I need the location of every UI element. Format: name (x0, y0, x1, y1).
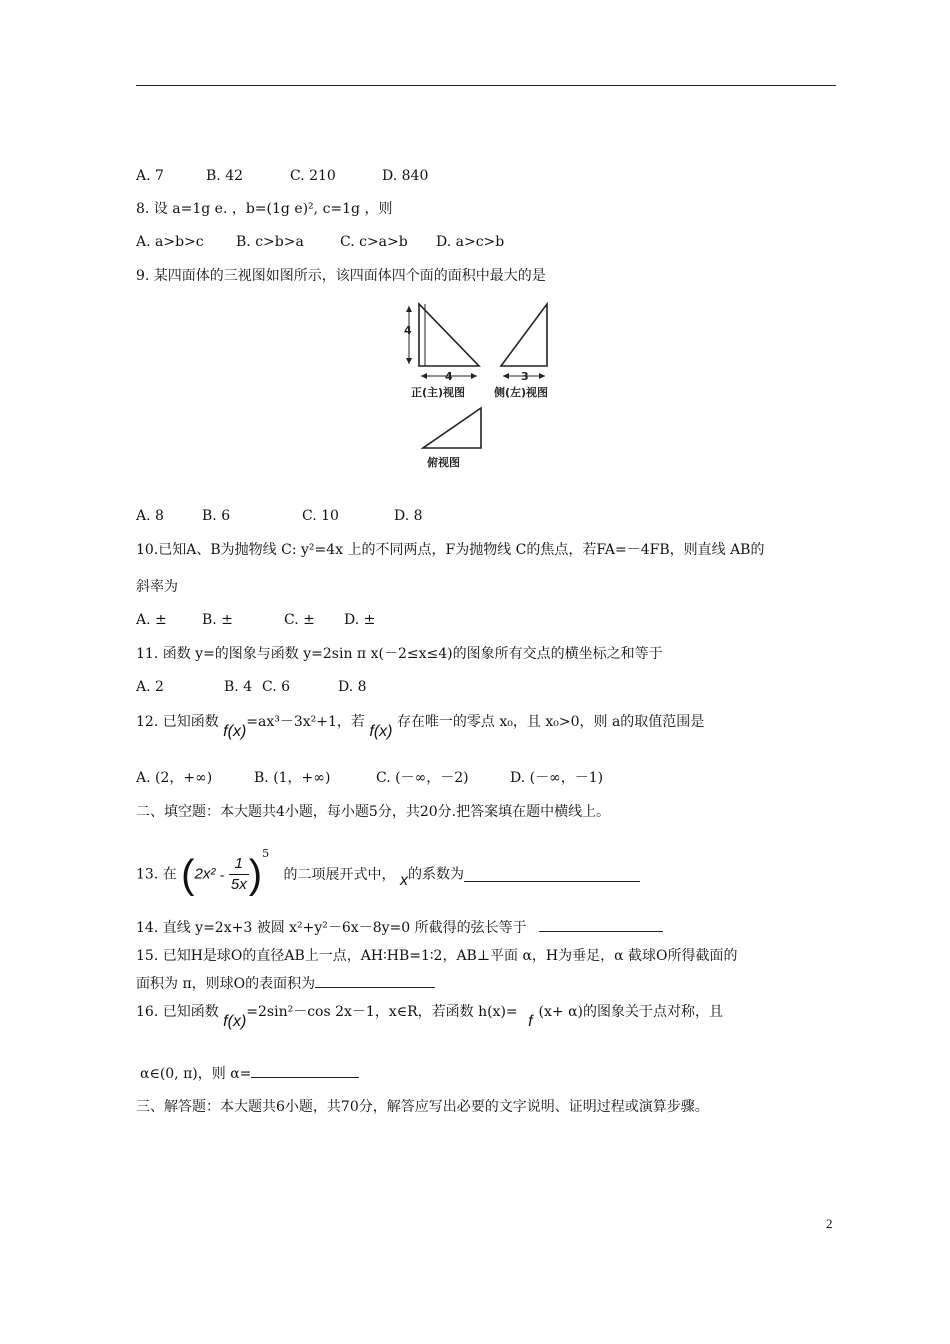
section-2-heading: 二、填空题：本大题共4小题，每小题5分，共20分.把答案填在题中横线上。 (136, 804, 611, 820)
q10-text-line1: 10.已知A、B为抛物线 C: y²=4x 上的不同两点，F为抛物线 C的焦点，若FA=－4FB，则直线 AB的 (136, 542, 765, 558)
q10-option-c: C. ± (284, 612, 315, 628)
side-view (493, 304, 548, 399)
q8-option-a: A. a>b>c (136, 234, 204, 250)
q9-options (136, 506, 423, 526)
section-3-heading: 三、解答题：本大题共6小题，共70分，解答应写出必要的文字说明、证明过程或演算步骤。 (136, 1099, 709, 1115)
q13-exponent: 5 (262, 847, 270, 860)
q15-answer-blank[interactable] (315, 973, 435, 988)
q13-left-paren: ( (181, 852, 195, 897)
q15-text-line1: 15. 已知H是球O的直径AB上一点，AH∶HB=1∶2，AB⊥平面 α，H为垂足，α 截球O所得截面的 (136, 948, 738, 964)
q7-option-d: D. 840 (382, 168, 429, 184)
q12-text (136, 712, 705, 740)
q13-minus: - (219, 866, 225, 883)
q13-var: x (400, 871, 408, 889)
top-view-label: 俯视图 (427, 456, 460, 469)
q7-option-a: A. 7 (136, 168, 164, 184)
q10-option-a: A. ± (136, 612, 167, 628)
q8-option-b: B. c>b>a (236, 234, 304, 250)
q12-options (136, 768, 603, 788)
q14-text: 14. 直线 y=2x+3 被圆 x²+y²－6x－8y=0 所截得的弦长等于 (136, 920, 527, 936)
q16-prefix: 16. 已知函数 (136, 1004, 219, 1020)
q13-answer-blank[interactable] (464, 867, 640, 882)
top-view (423, 408, 481, 469)
q11-options (136, 677, 367, 697)
dim-side-width: 3 (521, 370, 529, 383)
q7-options (136, 166, 428, 186)
q13-text (136, 844, 640, 896)
front-view (404, 304, 479, 399)
q8-text: 8. 设 a=1g e. ，b=(1g e)², c=1g ，则 (136, 201, 393, 217)
q16-fx: f(x) (223, 1013, 247, 1030)
q8-options (136, 232, 504, 252)
q9-text: 9. 某四面体的三视图如图所示，该四面体四个面的面积中最大的是 (136, 268, 546, 284)
q12-option-a: A. (2，+∞) (136, 770, 213, 786)
q12-suffix: 存在唯一的零点 x₀，且 x₀>0，则 a的取值范围是 (396, 714, 705, 730)
q13-right-paren: ) (248, 852, 263, 897)
q10-options (136, 610, 375, 630)
q12-option-b: B. (1，+∞) (254, 770, 331, 786)
header-rule (136, 85, 836, 86)
q8-option-d: D. a>c>b (436, 234, 505, 250)
dim-front-width: 4 (445, 370, 453, 383)
q15-text-line2: 面积为 π，则球O的表面积为 (136, 976, 316, 992)
q7-option-c: C. 210 (290, 168, 336, 184)
front-view-label: 正(主)视图 (411, 386, 466, 399)
page-number: 2 (826, 1216, 833, 1231)
q16-line1 (136, 1002, 724, 1030)
q9-option-d: D. 8 (394, 508, 423, 524)
dim-height: 4 (404, 324, 412, 337)
q13-frac-num: 1 (229, 854, 249, 875)
q13-mid: 的二项展开式中， (283, 866, 396, 883)
q13-suffix: 的系数为 (408, 866, 464, 883)
q9-option-c: C. 10 (302, 508, 339, 524)
q15-line2 (136, 973, 435, 994)
q9-option-a: A. 8 (136, 508, 164, 524)
q10-option-b: B. ± (202, 612, 233, 628)
q10-text-line2: 斜率为 (136, 579, 178, 595)
q8-option-c: C. c>a>b (340, 234, 408, 250)
q16-f: f (528, 1013, 533, 1030)
q13-base: 2x² (194, 865, 216, 883)
q12-option-d: D. (－∞，－1) (510, 770, 604, 786)
q16-mid: =2sin²－cos 2x－1，x∈R，若函数 h(x)= (246, 1004, 518, 1020)
q7-option-b: B. 42 (206, 168, 244, 184)
q11-option-d: D. 8 (338, 679, 367, 695)
q9-option-b: B. 6 (202, 508, 231, 524)
q13-frac-den: 5x (230, 876, 247, 894)
q14-line (136, 917, 663, 938)
q14-answer-blank[interactable] (539, 917, 663, 932)
q16-line2-text: α∈(0, π)，则 α= (140, 1066, 252, 1082)
three-view-figure (395, 298, 585, 473)
q13-fraction (229, 854, 249, 895)
q10-option-d: D. ± (344, 612, 376, 628)
q11-option-c: C. 6 (262, 679, 291, 695)
q16-line2 (140, 1063, 359, 1084)
side-view-label: 侧(左)视图 (494, 386, 549, 399)
q11-option-b: B. 4 (224, 679, 253, 695)
q12-fx-2: f(x) (369, 723, 393, 740)
q12-mid: =ax³－3x²+1，若 (246, 714, 365, 730)
q11-option-a: A. 2 (136, 679, 164, 695)
q12-option-c: C. (－∞，－2) (376, 770, 469, 786)
q16-suffix: (x+ α)的图象关于点对称，且 (538, 1004, 724, 1020)
q11-text: 11. 函数 y=的图象与函数 y=2sin π x(－2≤x≤4)的图象所有交点的横坐标之和等于 (136, 646, 663, 662)
q13-prefix: 13. 在 (136, 866, 177, 883)
q16-answer-blank[interactable] (251, 1063, 359, 1078)
q12-prefix: 12. 已知函数 (136, 714, 219, 730)
q12-fx-1: f(x) (223, 723, 247, 740)
